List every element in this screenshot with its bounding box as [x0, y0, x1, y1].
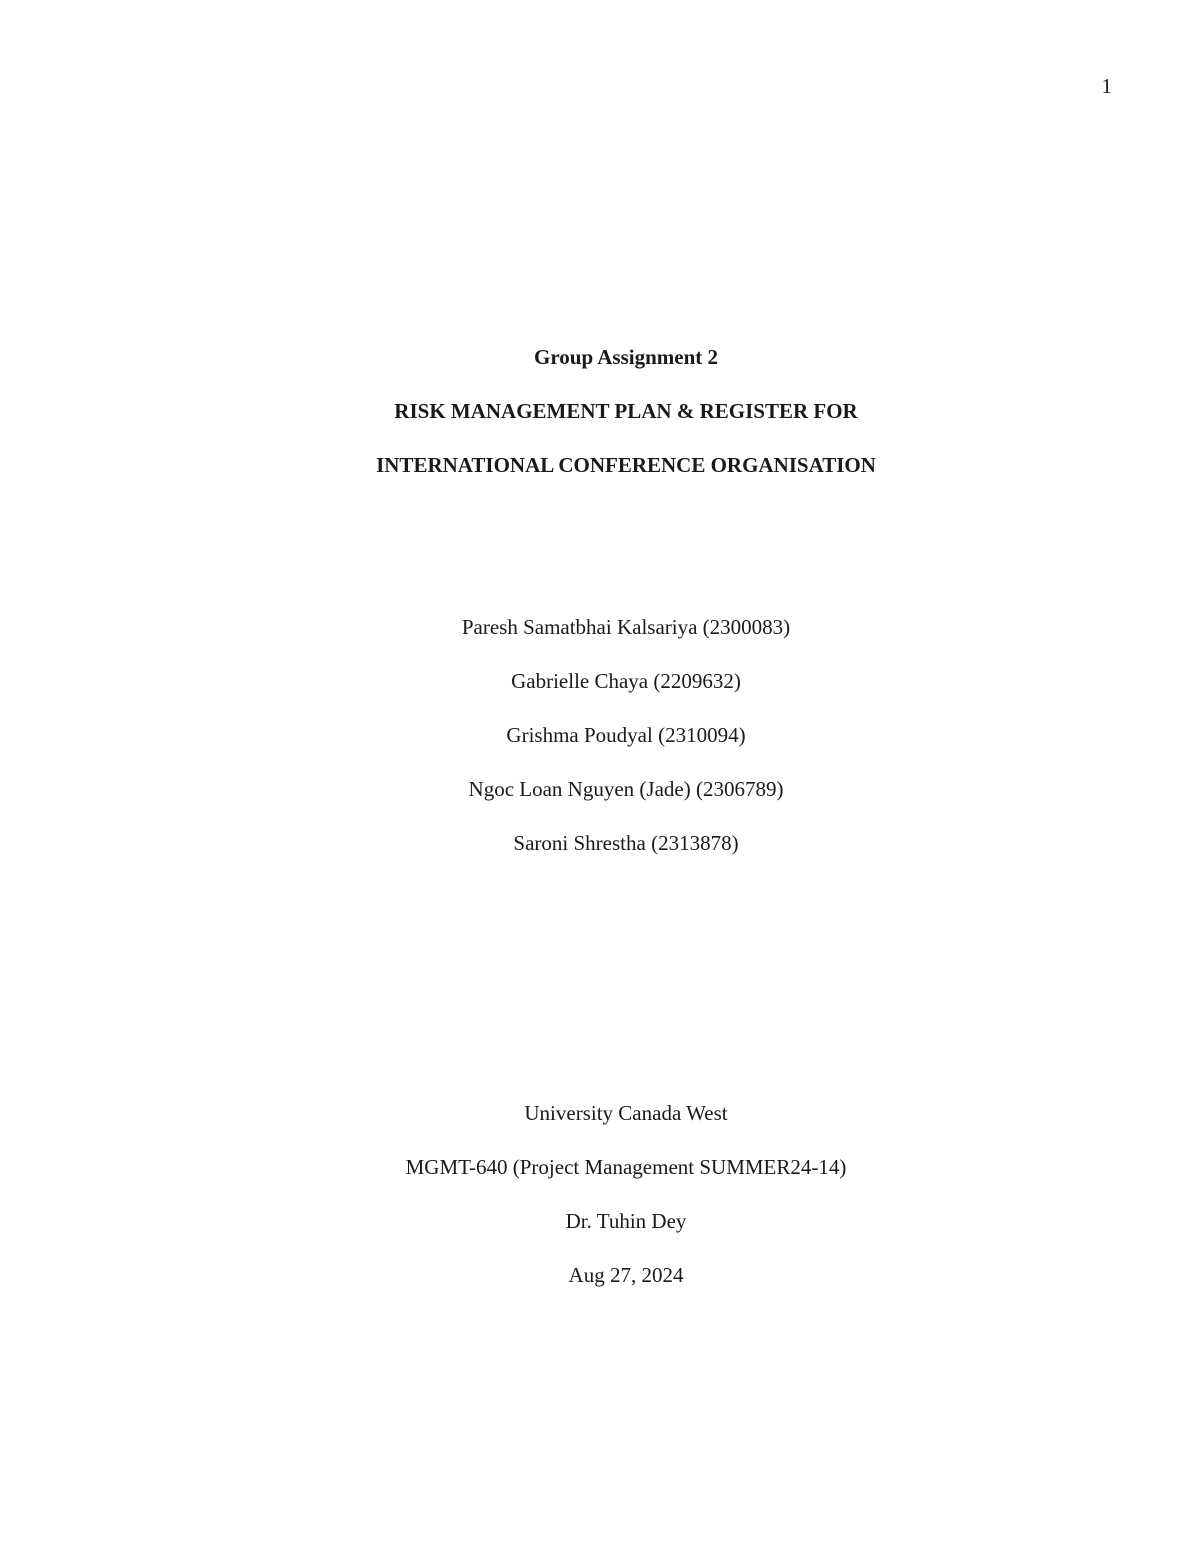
page-number: 1 [1101, 74, 1112, 98]
document-title: Group Assignment 2 [534, 345, 718, 369]
document-subtitle-line-1: RISK MANAGEMENT PLAN & REGISTER FOR [394, 399, 858, 423]
submission-date: Aug 27, 2024 [568, 1263, 684, 1287]
author-name: Ngoc Loan Nguyen (Jade) (2306789) [468, 777, 784, 801]
author-name: Saroni Shrestha (2313878) [513, 831, 739, 855]
author-name: Paresh Samatbhai Kalsariya (2300083) [461, 615, 791, 639]
instructor-name: Dr. Tuhin Dey [565, 1209, 687, 1233]
author-name: Gabrielle Chaya (2209632) [511, 669, 741, 693]
author-name: Grishma Poudyal (2310094) [506, 723, 746, 747]
course-name: MGMT-640 (Project Management SUMMER24-14) [405, 1155, 847, 1179]
document-subtitle-line-2: INTERNATIONAL CONFERENCE ORGANISATION [376, 453, 876, 477]
institution-name: University Canada West [524, 1101, 728, 1125]
